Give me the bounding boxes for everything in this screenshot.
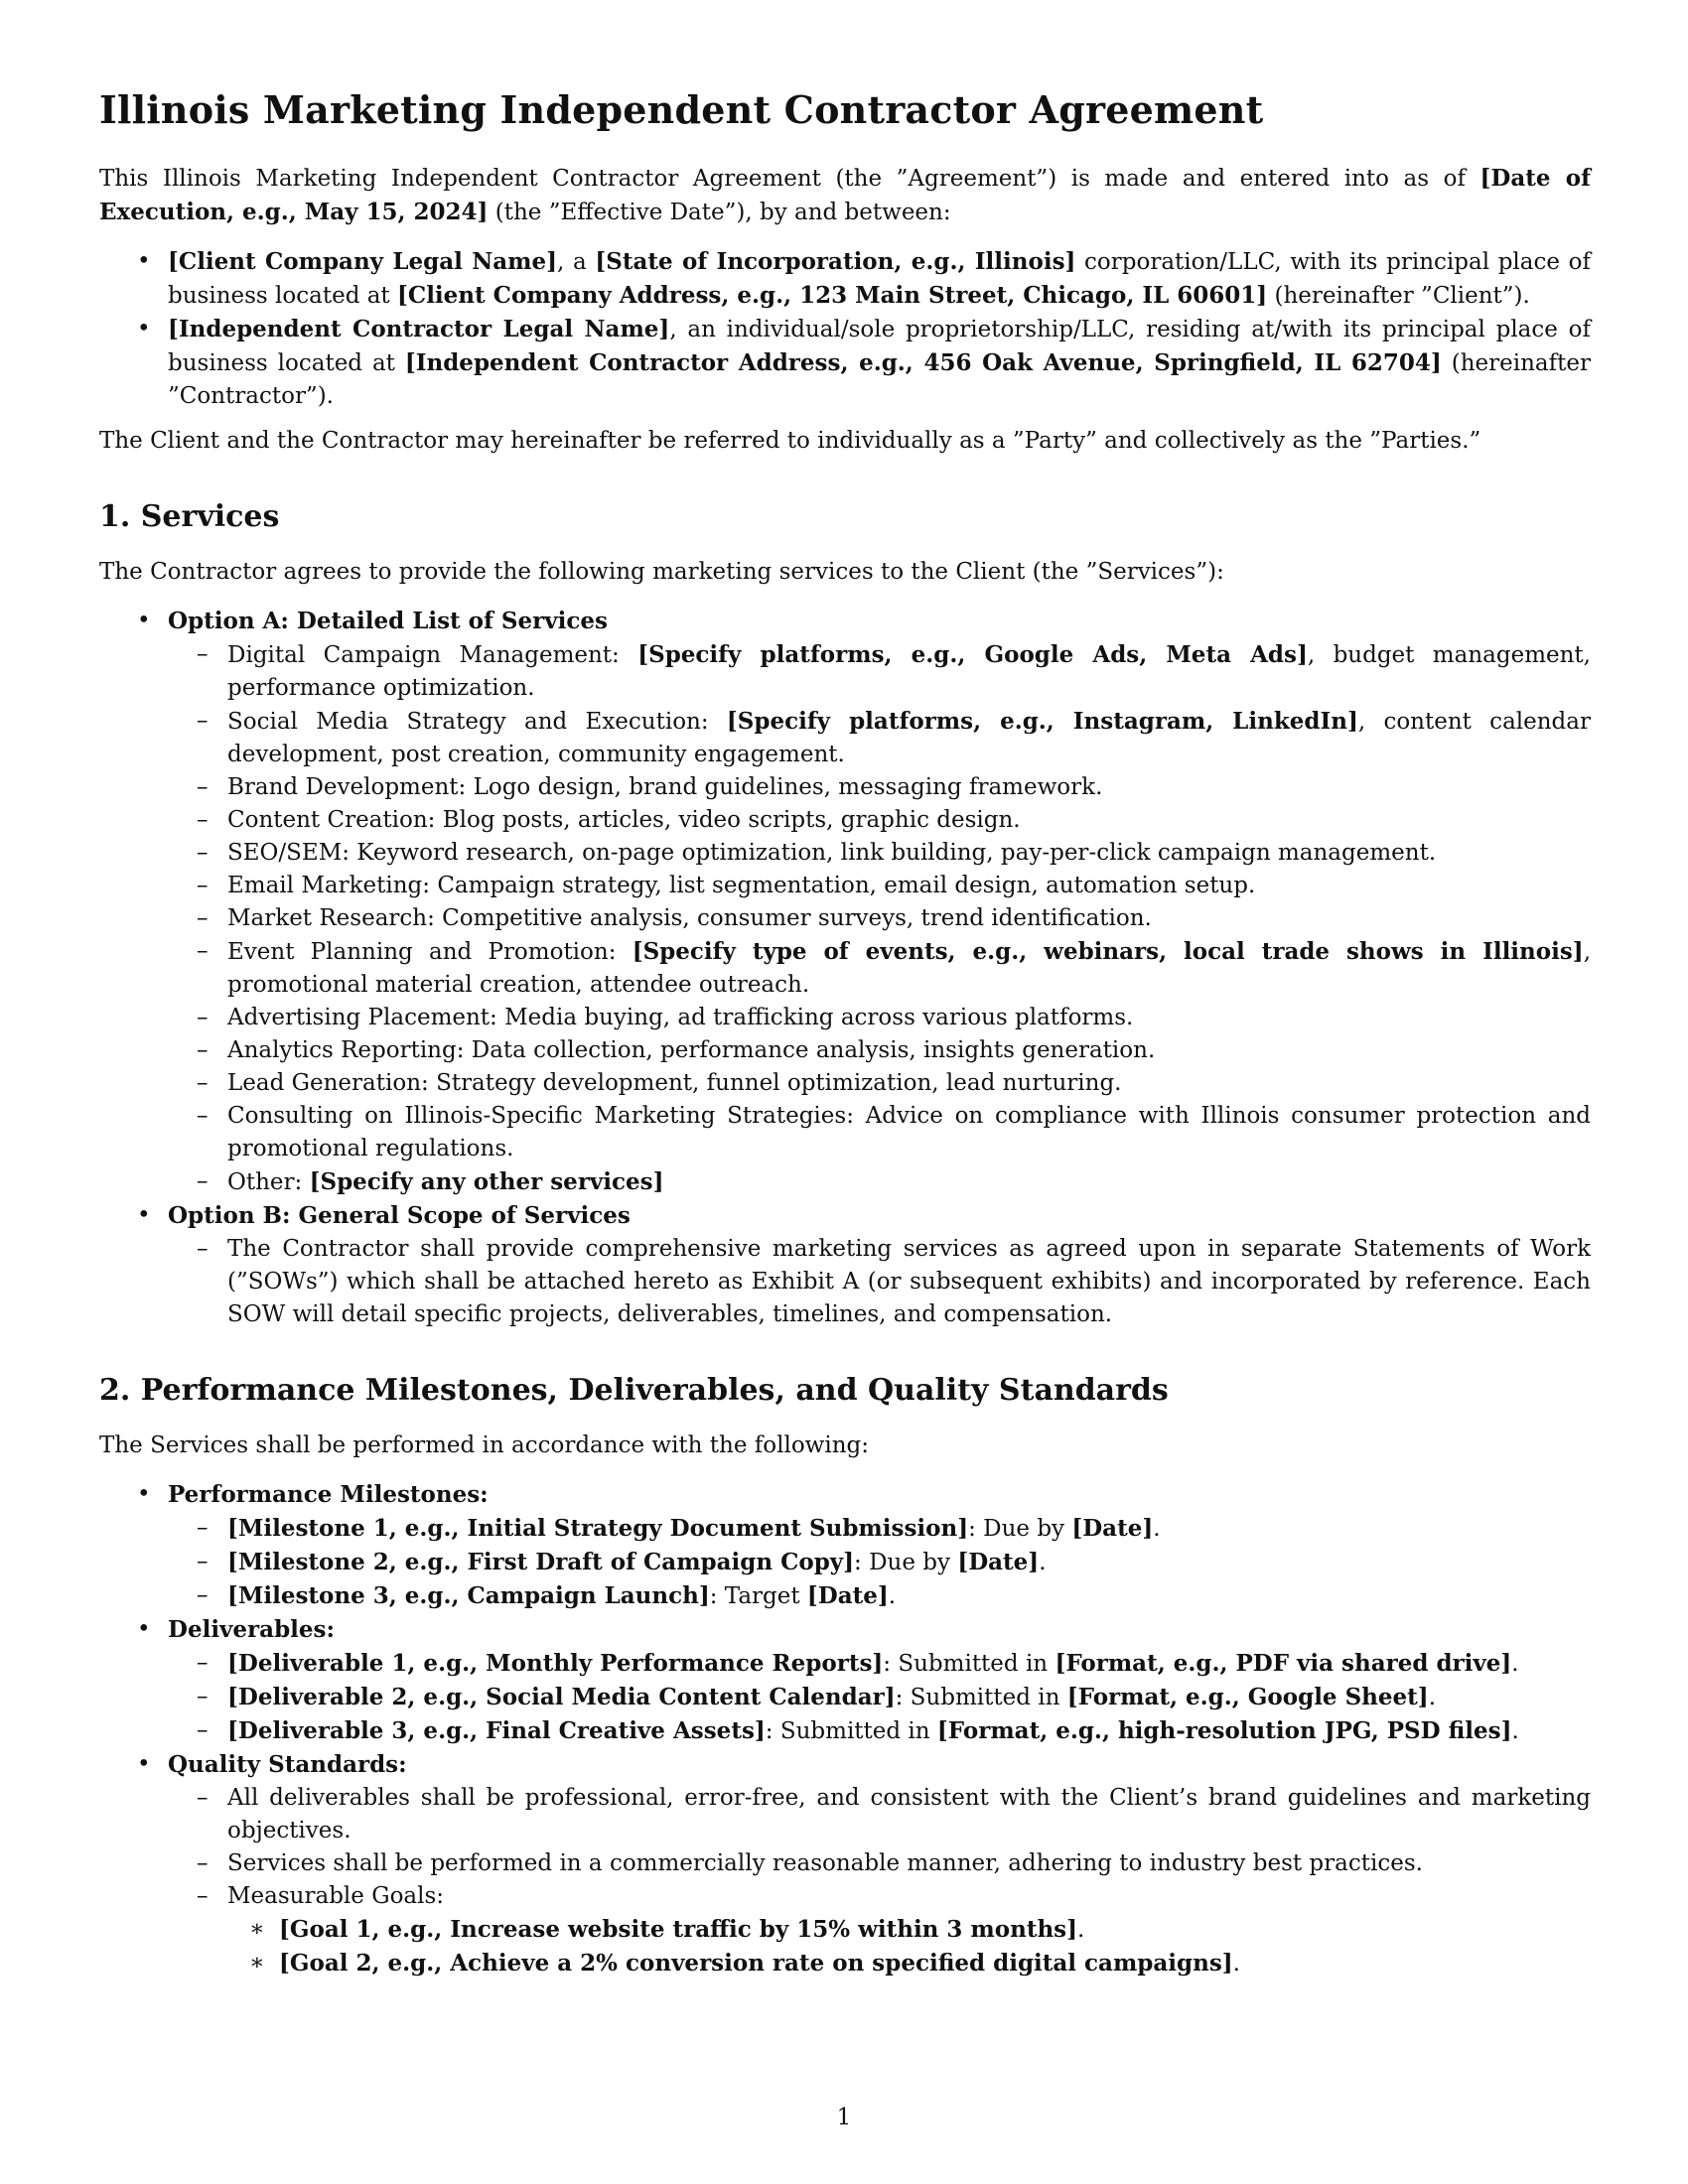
- service-item: – Advertising Placement: Media buying, ad trafficking across various platforms.: [168, 1002, 1591, 1034]
- performance-list: [99, 1478, 1591, 1980]
- section-1-heading: 1. Services: [99, 499, 280, 534]
- option-b-label: Option B: General Scope of Services: [168, 1202, 631, 1229]
- page-number: 1: [836, 2105, 852, 2130]
- service-item: – Event Planning and Promotion: [Specify type of events, e.g., webinars, local trade shows in Illinois], promotional material creation, attendee outreach.: [168, 935, 1591, 1002]
- option-a-label: Option A: Detailed List of Services: [168, 608, 608, 634]
- option-a-services: [168, 638, 1591, 1199]
- deliverable-item: – [Deliverable 3, e.g., Final Creative Assets]: Submitted in [Format, e.g., high-resolution JPG, PSD files].: [168, 1714, 1591, 1748]
- services-options-list: [99, 605, 1591, 1331]
- document-title: Illinois Marketing Independent Contractor Agreement: [99, 87, 1264, 132]
- section-2-heading: 2. Performance Milestones, Deliverables, and Quality Standards: [99, 1373, 1169, 1408]
- document-page: [99, 87, 1591, 1980]
- service-item: – Digital Campaign Management: [Specify platforms, e.g., Google Ads, Meta Ads], budget management, performance optimization.: [168, 638, 1591, 705]
- deliverable-item: – [Deliverable 2, e.g., Social Media Content Calendar]: Submitted in [Format, e.g., Google Sheet].: [168, 1681, 1591, 1714]
- service-item: – Market Research: Competitive analysis, consumer surveys, trend identification.: [168, 902, 1591, 935]
- quality-item: – All deliverables shall be professional, error-free, and consistent with the Client’s brand guidelines and marketing objectives.: [168, 1782, 1591, 1847]
- service-item: – SEO/SEM: Keyword research, on-page optimization, link building, pay-per-click campaign management.: [168, 837, 1591, 870]
- quality-item: – Measurable Goals: ∗ [Goal 1, e.g., Increase website traffic by 15% within 3 months]. ∗ [Goal 2, e.g., Achieve a 2% conversion rate on specified digital campaigns].: [168, 1880, 1591, 1980]
- milestone-item: – [Milestone 1, e.g., Initial Strategy Document Submission]: Due by [Date].: [168, 1512, 1591, 1546]
- goal-item: ∗ [Goal 1, e.g., Increase website traffic by 15% within 3 months].: [227, 1913, 1591, 1947]
- party-client: • [Client Company Legal Name], a [State of Incorporation, e.g., Illinois] corporation/LLC, with its principal place of business located at [Client Company Address, e.g., 123 Main Street, Chicago, IL 60601] (hereinafter ”Client”).: [99, 245, 1591, 313]
- milestone-item: – [Milestone 2, e.g., First Draft of Campaign Copy]: Due by [Date].: [168, 1546, 1591, 1579]
- parties-definition: The Client and the Contractor may hereinafter be referred to individually as a ”Party” and collectively as the ”Parties.”: [99, 428, 1481, 454]
- option-b: [99, 1199, 1591, 1331]
- service-item: – Other: [Specify any other services]: [168, 1165, 1591, 1199]
- quality-item: – Services shall be performed in a commercially reasonable manner, adhering to industry best practices.: [168, 1847, 1591, 1880]
- option-a: [99, 605, 1591, 1199]
- option-b-scope: [168, 1233, 1591, 1331]
- intro-paragraph: This Illinois Marketing Independent Contractor Agreement (the ”Agreement”) is made and entered into as of [Date of Execution, e.g., May 15, 2024] (the ”Effective Date”), by and between:: [99, 165, 1591, 225]
- service-item: – Consulting on Illinois-Specific Marketing Strategies: Advice on compliance with Illinois consumer protection and promotional regulations.: [168, 1100, 1591, 1165]
- goals-list: [227, 1913, 1591, 1980]
- goal-item: ∗ [Goal 2, e.g., Achieve a 2% conversion rate on specified digital campaigns].: [227, 1947, 1591, 1980]
- party-contractor: • [Independent Contractor Legal Name], an individual/sole proprietorship/LLC, residing at/with its principal place of business located at [Independent Contractor Address, e.g., 456 Oak Avenue, Springfield, IL 62704] (hereinafter ”Contractor”).: [99, 313, 1591, 413]
- scope-item: – The Contractor shall provide comprehensive marketing services as agreed upon in separate Statements of Work (”SOWs”) which shall be attached hereto as Exhibit A (or subsequent exhibits) and incorporated by reference. Each SOW will detail specific projects, deliverables, timelines, and compensation.: [168, 1233, 1591, 1331]
- service-item: – Content Creation: Blog posts, articles, video scripts, graphic design.: [168, 804, 1591, 837]
- milestone-item: – [Milestone 3, e.g., Campaign Launch]: Target [Date].: [168, 1579, 1591, 1613]
- service-item: – Brand Development: Logo design, brand guidelines, messaging framework.: [168, 771, 1591, 804]
- service-item: – Social Media Strategy and Execution: [Specify platforms, e.g., Instagram, LinkedIn], content calendar development, post creation, community engagement.: [168, 705, 1591, 771]
- milestones-group: • Performance Milestones: – [Milestone 1, e.g., Initial Strategy Document Submission]: Due by [Date]. – [Milestone 2, e.g., First Draft of Campaign Copy]: Due by [Date]. – [Milestone 3, e.g., Campaign Launch]: Target [Date].: [99, 1478, 1591, 1613]
- service-item: – Lead Generation: Strategy development, funnel optimization, lead nurturing.: [168, 1067, 1591, 1100]
- parties-list: [99, 245, 1591, 413]
- service-item: – Email Marketing: Campaign strategy, list segmentation, email design, automation setup.: [168, 870, 1591, 902]
- service-item: – Analytics Reporting: Data collection, performance analysis, insights generation.: [168, 1034, 1591, 1067]
- quality-group: • Quality Standards: – All deliverables shall be professional, error-free, and consistent with the Client’s brand guidelines and marketing objectives. – Services shall be performed in a commercially reasonable manner, adhering to industry best practices. – Measurable Goals: ∗ [Goal 1, e.g., Increase website traffic by 15% within 3 months]. ∗ [Goal 2, e.g., Achieve a 2% conversion rate on specified digital campaigns].: [99, 1748, 1591, 1980]
- section-1-intro: The Contractor agrees to provide the following marketing services to the Client (the ”Services”):: [99, 559, 1224, 585]
- deliverable-item: – [Deliverable 1, e.g., Monthly Performance Reports]: Submitted in [Format, e.g., PDF via shared drive].: [168, 1647, 1591, 1681]
- deliverables-group: • Deliverables: – [Deliverable 1, e.g., Monthly Performance Reports]: Submitted in [Format, e.g., PDF via shared drive]. – [Deliverable 2, e.g., Social Media Content Calendar]: Submitted in [Format, e.g., Google Sheet]. – [Deliverable 3, e.g., Final Creative Assets]: Submitted in [Format, e.g., high-resolution JPG, PSD files].: [99, 1613, 1591, 1748]
- section-2-intro: The Services shall be performed in accordance with the following:: [99, 1433, 870, 1458]
